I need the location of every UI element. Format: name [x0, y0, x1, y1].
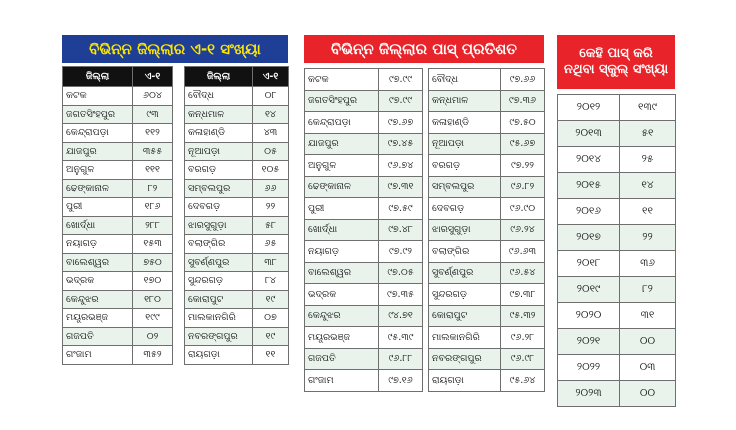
value-cell: ୨୨ [253, 198, 289, 217]
district-cell: ବଲାଙ୍ଗିର [185, 235, 253, 254]
table-row [185, 216, 289, 235]
table-row [429, 241, 545, 263]
table-row [185, 124, 289, 143]
district-cell: ଗଂଜାମ [305, 370, 379, 392]
value-cell: ୯୭.୫୦ [501, 112, 545, 134]
pass-percentage-title: ବିଭିନ୍ନ ଜିଲ୍ଲାର ପାସ୍ ପ୍ରତିଶତ [304, 35, 544, 63]
year-cell: ୨୦୧୫ [558, 173, 620, 199]
district-cell: ରାୟଗଡ଼ା [185, 346, 253, 365]
district-cell: ସୁନ୍ଦରଗଡ଼ [185, 272, 253, 291]
district-cell: ସମ୍ବଲପୁର [429, 176, 501, 198]
district-cell: ଦେବଗଡ଼ [185, 198, 253, 217]
value-cell: ୯୭.୯୯ [379, 90, 423, 112]
value-cell: ୫୧ [620, 121, 676, 147]
district-cell: ମାଲକାନଗିରି [185, 309, 253, 328]
table-row [429, 112, 545, 134]
district-cell: ପୁରୀ [63, 198, 133, 217]
value-cell: ୧୯୯ [133, 309, 173, 328]
district-cell: ବାଲେଶ୍ୱର [63, 253, 133, 272]
value-cell: ୧୮୦ [133, 290, 173, 309]
district-cell: ଯାଜପୁର [63, 142, 133, 161]
value-cell: ୦୦ [620, 329, 676, 355]
district-cell: କେନ୍ଦୁଝର [305, 305, 379, 327]
value-cell: ୧୧୧ [133, 161, 173, 180]
district-cell: କେନ୍ଦ୍ରାପଡ଼ା [305, 112, 379, 134]
value-cell: ୯୬.୭୪ [379, 155, 423, 177]
district-cell: ନବରଙ୍ଗପୁର [429, 348, 501, 370]
value-cell: ୪୩ [253, 124, 289, 143]
value-cell: ୨୨ [620, 225, 676, 251]
table-row [185, 105, 289, 124]
district-cell: ଢେଙ୍କାନାଳ [305, 176, 379, 198]
value-cell: ୯୬.୮୮ [379, 348, 423, 370]
value-cell: ୯୭.୯୯ [379, 69, 423, 91]
district-cell: କେନ୍ଦୁଝର [63, 290, 133, 309]
table-row [185, 161, 289, 180]
value-cell: ୯୭.୯୨ [379, 241, 423, 263]
district-cell: ମୟୂରଭଞ୍ଜ [63, 309, 133, 328]
district-cell: ମୟୂରଭଞ୍ଜ [305, 327, 379, 349]
district-cell: ଯାଜପୁର [305, 133, 379, 155]
col-a1-header: ଏ-୧ [253, 67, 289, 87]
table-row [185, 235, 289, 254]
value-cell: ୯୬.୫୪ [501, 262, 545, 284]
value-cell: ୩୧ [620, 303, 676, 329]
value-cell: ୯୭.୫୯ [379, 198, 423, 220]
table-row [558, 251, 676, 277]
col-a1-header: ଏ-୧ [133, 67, 173, 87]
table-row [305, 198, 423, 220]
table-row [429, 90, 545, 112]
district-cell: କଟକ [63, 87, 133, 106]
year-cell: ୨୦୨୩ [558, 381, 620, 407]
district-cell: ଗଜପତି [305, 348, 379, 370]
value-cell: ୯୬.୯୮ [501, 348, 545, 370]
value-cell: ୧୦୫ [253, 161, 289, 180]
pass-table-right [428, 68, 545, 392]
value-cell: ୯୬.୬୩ [501, 241, 545, 263]
table-row [429, 69, 545, 91]
value-cell: ୯୭.୩୧ [379, 176, 423, 198]
district-cell: ବରଗଡ଼ [429, 155, 501, 177]
district-cell: ଭଦ୍ରକ [63, 272, 133, 291]
value-cell: ୧୧ [620, 199, 676, 225]
table-row [558, 355, 676, 381]
table-row [429, 176, 545, 198]
district-cell: ସୁନ୍ଦରଗଡ଼ [429, 284, 501, 306]
table-row [63, 198, 173, 217]
a1-count-title: ବିଭିନ୍ନ ଜିଲ୍ଲାର ଏ-୧ ସଂଖ୍ୟା [62, 35, 288, 63]
value-cell: ୧୮୬ [133, 198, 173, 217]
district-cell: ଝାରସୁଗୁଡ଼ା [429, 219, 501, 241]
year-cell: ୨୦୧୯ [558, 277, 620, 303]
year-cell: ୨୦୧୨ [558, 95, 620, 121]
table-row [185, 290, 289, 309]
district-cell: ଗଜପତି [63, 327, 133, 346]
table-row [63, 309, 173, 328]
value-cell: ୩୫୫ [133, 142, 173, 161]
district-cell: ବଲାଙ୍ଗିର [429, 241, 501, 263]
zero-pass-table [557, 94, 676, 407]
table-row [63, 142, 173, 161]
value-cell: ୯୭.୩୫ [379, 284, 423, 306]
table-row [558, 199, 676, 225]
table-row [63, 272, 173, 291]
table-row [63, 161, 173, 180]
table-row [429, 327, 545, 349]
value-cell: ୯୭.୪୮ [379, 219, 423, 241]
table-row [63, 235, 173, 254]
district-cell: ବୌଦ୍ଧ [185, 87, 253, 106]
table-row [63, 290, 173, 309]
value-cell: ୯୭.୨୨ [501, 155, 545, 177]
table-row [305, 305, 423, 327]
table-row [305, 327, 423, 349]
district-cell: ଗଂଜାମ [63, 346, 133, 365]
value-cell: ୧୯ [253, 290, 289, 309]
title-line-1: କେହି ପାସ୍ କରି [579, 46, 653, 62]
value-cell: ୮୨ [133, 179, 173, 198]
value-cell: ୬୦୪ [133, 87, 173, 106]
year-cell: ୨୦୧୩ [558, 121, 620, 147]
district-cell: ସୁବର୍ଣ୍ଣପୁର [185, 253, 253, 272]
title-line-2: ନଥିବା ସ୍କୁଲ୍ ସଂଖ୍ୟା [563, 62, 669, 77]
district-cell: କଟକ [305, 69, 379, 91]
district-cell: ଜଗତସିଂହପୁର [305, 90, 379, 112]
value-cell: ୧୫୩ [133, 235, 173, 254]
value-cell: ୧୭୦ [133, 272, 173, 291]
table-row [185, 272, 289, 291]
table-row [185, 253, 289, 272]
district-cell: କେନ୍ଦ୍ରାପଡ଼ା [63, 124, 133, 143]
district-cell: ନୟାଗଡ଼ [63, 235, 133, 254]
year-cell: ୨୦୧୪ [558, 147, 620, 173]
table-row [185, 87, 289, 106]
value-cell: ୯୭.୧୬ [379, 370, 423, 392]
value-cell: ୧୯ [253, 327, 289, 346]
district-cell: ବୌଦ୍ଧ [429, 69, 501, 91]
district-cell: କନ୍ଧମାଳ [185, 105, 253, 124]
value-cell: ୯୭.୩୮ [501, 284, 545, 306]
district-cell: ବାଲେଶ୍ୱର [305, 262, 379, 284]
value-cell: ୦୨ [133, 327, 173, 346]
year-cell: ୨୦୧୮ [558, 251, 620, 277]
value-cell: ୯୬.୮୨ [501, 176, 545, 198]
value-cell: ୦୦ [620, 381, 676, 407]
value-cell: ୩୫୨ [133, 346, 173, 365]
table-row [185, 346, 289, 365]
table-row [305, 241, 423, 263]
table-row [558, 147, 676, 173]
value-cell: ୩୮ [253, 253, 289, 272]
district-cell: କୋରାପୁଟ [185, 290, 253, 309]
value-cell: ୦୮ [253, 87, 289, 106]
value-cell: ୧୪ [253, 105, 289, 124]
table-row [305, 90, 423, 112]
district-cell: ଝାରସୁଗୁଡ଼ା [185, 216, 253, 235]
district-cell: ବରଗଡ଼ [185, 161, 253, 180]
table-row [63, 87, 173, 106]
district-cell: କନ୍ଧମାଳ [429, 90, 501, 112]
table-row [558, 121, 676, 147]
table-row [305, 112, 423, 134]
year-cell: ୨୦୧୭ [558, 225, 620, 251]
value-cell: ୯୭.୦୫ [379, 262, 423, 284]
year-cell: ୨୦୨୧ [558, 329, 620, 355]
value-cell: ୯୭.୩୬ [501, 90, 545, 112]
value-cell: ୮୪ [253, 272, 289, 291]
table-row [63, 253, 173, 272]
district-cell: ସମ୍ବଲପୁର [185, 179, 253, 198]
table-row [429, 305, 545, 327]
value-cell: ୧୧୨ [133, 124, 173, 143]
table-row [305, 69, 423, 91]
col-district-header: ଜିଲ୍ଲା [185, 67, 253, 87]
table-row [305, 370, 423, 392]
value-cell: ୦୫ [253, 142, 289, 161]
value-cell: ୨୮୮ [133, 216, 173, 235]
table-row [305, 262, 423, 284]
district-cell: ନୂଆପଡ଼ା [185, 142, 253, 161]
value-cell: ୯୭.୬୬ [501, 69, 545, 91]
col-district-header: ଜିଲ୍ଲା [63, 67, 133, 87]
district-cell: ଅନୁଗୁଳ [305, 155, 379, 177]
table-row [185, 142, 289, 161]
value-cell: ୯୫.୬୪ [501, 370, 545, 392]
value-cell: ୯୭.୪୫ [379, 133, 423, 155]
table-row [429, 284, 545, 306]
year-cell: ୨୦୧୬ [558, 199, 620, 225]
district-cell: ନବରଙ୍ଗପୁର [185, 327, 253, 346]
value-cell: ୦୩ [620, 355, 676, 381]
table-row [185, 327, 289, 346]
value-cell: ୨୫ [620, 147, 676, 173]
value-cell: ୯୫.୩୯ [379, 327, 423, 349]
value-cell: ୧୪ [620, 173, 676, 199]
value-cell: ୯୬.୨୪ [501, 219, 545, 241]
value-cell: ୯୫.୬୭ [501, 133, 545, 155]
table-row [185, 198, 289, 217]
table-row [429, 262, 545, 284]
table-row [558, 329, 676, 355]
district-cell: ଢେଙ୍କାନାଳ [63, 179, 133, 198]
value-cell: ୧୩୯ [620, 95, 676, 121]
table-row [63, 105, 173, 124]
value-cell: ୦୭ [253, 309, 289, 328]
value-cell: ୬୬ [253, 179, 289, 198]
table-row [63, 124, 173, 143]
a1-table-left [62, 66, 173, 365]
table-row [558, 173, 676, 199]
value-cell: ୩୬ [620, 251, 676, 277]
table-row [63, 179, 173, 198]
value-cell: ୮୨ [620, 277, 676, 303]
value-cell: ୯୫.୩୨ [501, 305, 545, 327]
district-cell: କଳାହାଣ୍ଡି [429, 112, 501, 134]
table-row [558, 225, 676, 251]
table-row [429, 219, 545, 241]
district-cell: ପୁରୀ [305, 198, 379, 220]
table-row [429, 370, 545, 392]
value-cell: ୭୫୦ [133, 253, 173, 272]
table-row [305, 176, 423, 198]
table-row [558, 277, 676, 303]
pass-table-left [304, 68, 423, 392]
table-row [429, 348, 545, 370]
table-row [185, 179, 289, 198]
district-cell: ନୂଆପଡ଼ା [429, 133, 501, 155]
table-row [305, 348, 423, 370]
district-cell: ମାଲକାନଗିରି [429, 327, 501, 349]
value-cell: ୯୬.୨୮ [501, 327, 545, 349]
district-cell: ଅନୁଗୁଳ [63, 161, 133, 180]
district-cell: ଭଦ୍ରକ [305, 284, 379, 306]
value-cell: ୯୩ [133, 105, 173, 124]
table-row [305, 155, 423, 177]
district-cell: ଦେବଗଡ଼ [429, 198, 501, 220]
table-row [305, 133, 423, 155]
district-cell: କଳାହାଣ୍ଡି [185, 124, 253, 143]
year-cell: ୨୦୨୦ [558, 303, 620, 329]
table-row [63, 346, 173, 365]
value-cell: ୯୪.୭୧ [379, 305, 423, 327]
table-row [63, 216, 173, 235]
table-row [305, 219, 423, 241]
table-row [429, 155, 545, 177]
table-row [429, 133, 545, 155]
table-row [558, 303, 676, 329]
table-row [558, 381, 676, 407]
district-cell: ଖୋର୍ଦ୍ଧା [305, 219, 379, 241]
value-cell: ୯୬.୯୦ [501, 198, 545, 220]
district-cell: ଜଗତସିଂହପୁର [63, 105, 133, 124]
value-cell: ୬୫ [253, 235, 289, 254]
table-row [63, 327, 173, 346]
district-cell: ଖୋର୍ଦ୍ଧା [63, 216, 133, 235]
value-cell: ୧୧ [253, 346, 289, 365]
table-row [185, 309, 289, 328]
value-cell: ୯୭.୬୭ [379, 112, 423, 134]
district-cell: ରାୟଗଡ଼ା [429, 370, 501, 392]
district-cell: କୋରାପୁଟ [429, 305, 501, 327]
value-cell: ୫୮ [253, 216, 289, 235]
a1-table-right [184, 66, 289, 365]
district-cell: ନୟାଗଡ଼ [305, 241, 379, 263]
table-row [558, 95, 676, 121]
table-row [305, 284, 423, 306]
district-cell: ସୁବର୍ଣ୍ଣପୁର [429, 262, 501, 284]
zero-pass-schools-title [557, 35, 675, 89]
year-cell: ୨୦୨୨ [558, 355, 620, 381]
table-row [429, 198, 545, 220]
